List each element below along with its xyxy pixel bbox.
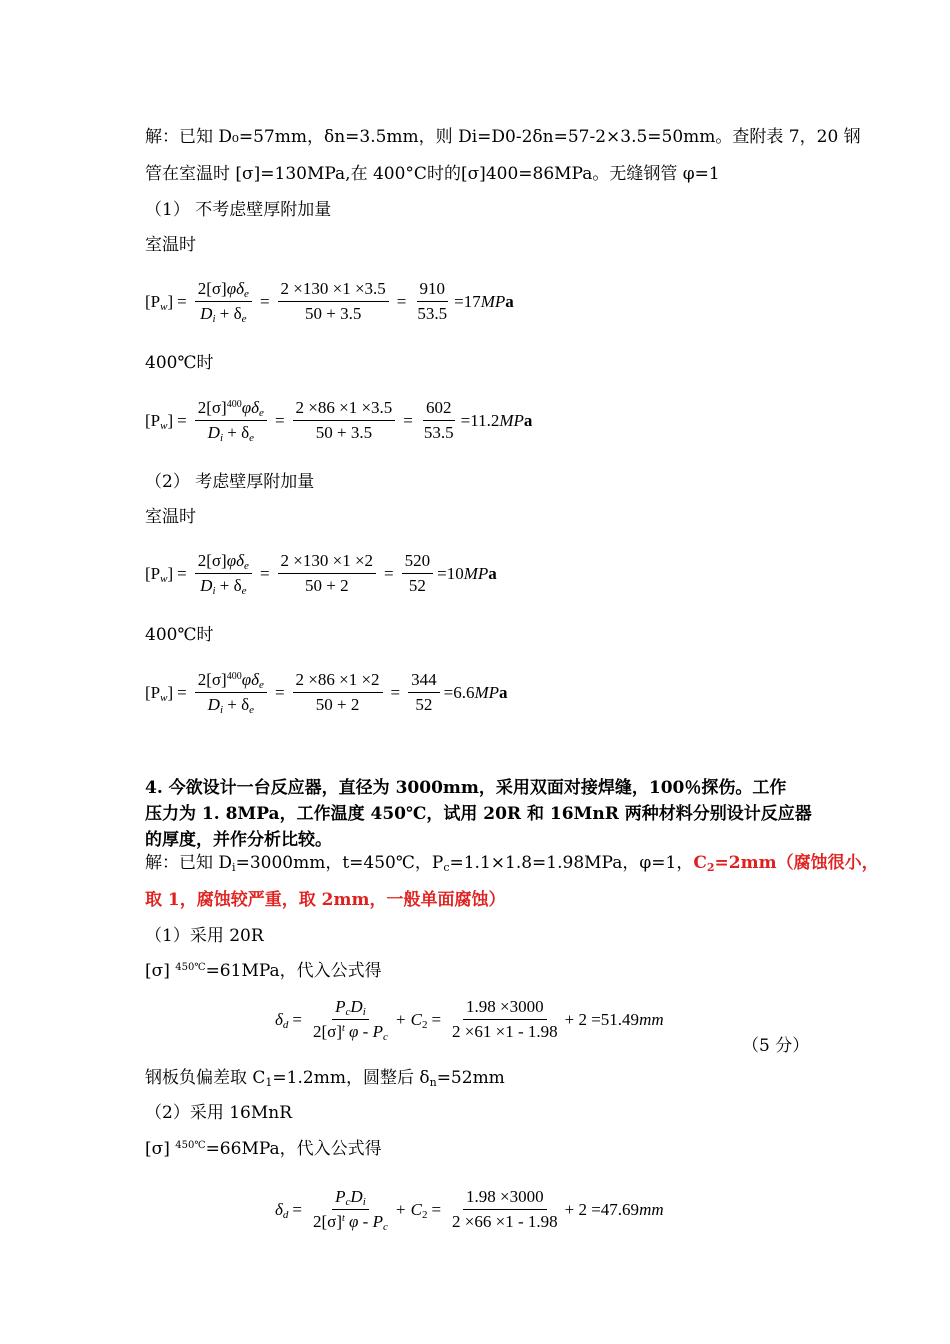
substituted-fraction: $\frac{2 \times 86 \times 1 \times 2}{50 + 2}$: [293, 669, 383, 716]
thickness-formula-fraction: $\frac{P_cD_i}{2[\sigma]^t \varphi - P_c}$: [313, 997, 388, 1043]
lhs: $[P_w]$: [145, 682, 174, 704]
substituted-fraction: $\frac{2 \times 130 \times 1 \times 2}{50 + 2}$: [278, 550, 377, 597]
substituted-fraction: $\frac{2 \times 86 \times 1 \times 3.5}{50 + 3.5}$: [293, 397, 396, 444]
room-temp-label-2: 室温时: [145, 507, 196, 527]
formula-fraction: $\frac{2[\sigma]^{400}\varphi\delta_e}{D_i + \delta_e}$: [195, 669, 267, 716]
tolerance-line: 钢板负偏差取 $C_1=1.2mm$，圆整后 $\delta_n=52mm$: [145, 1068, 505, 1089]
temp400-label-1: 400℃时: [145, 353, 214, 373]
thickness-equation-2: $\delta_d$ = $\frac{P_cD_i}{2[\sigma]^t \varphi - P_c}$ + $C_2$ = $\frac{1.98 \times 3000}{2 \times 66 \times 1 - 1.98}$ + 2 =47.69mm: [275, 1187, 664, 1233]
simplified-fraction: $\frac{602}{53.5}$: [423, 398, 454, 442]
equation-2: $[P_w]$ = $\frac{2[\sigma]^{400}\varphi\delta_e}{D_i + \delta_e}$ = $\frac{2 \times 86 \times 1 \times 3.5}{50 + 3.5}$ = $\frac{602}{53.5}$ =11.2MPa: [145, 398, 533, 444]
lhs: $[P_w]$: [145, 563, 174, 585]
room-temp-label-1: 室温时: [145, 235, 196, 255]
material1-heading: （1）采用 20R: [145, 926, 264, 946]
thickness-substituted-fraction: $\frac{1.98 \times 3000}{2 \times 66 \times 1 - 1.98}$: [452, 1187, 558, 1231]
case1-heading: （1） 不考虑壁厚附加量: [145, 200, 332, 220]
lhs: $[P_w]$: [145, 410, 174, 432]
problem4-solution-line: 解：已知 $D_i=3000mm$，t=450℃，$P_c=1.1\times 1.8=1.98MPa$，φ=1，$C_2=2mm$（腐蚀很小，: [145, 853, 879, 874]
material2-heading: （2）采用 16MnR: [145, 1103, 293, 1123]
thickness-equation-1: $\delta_d$ = $\frac{P_cD_i}{2[\sigma]^t \varphi - P_c}$ + $C_2$ = $\frac{1.98 \times 3000}{2 \times 61 \times 1 - 1.98}$ + 2 =51.49mm: [275, 997, 664, 1043]
formula-fraction: $\frac{2[\sigma]\varphi\delta_e}{D_i + \delta_e}$: [195, 550, 252, 597]
formula-fraction: $\frac{2[\sigma]\varphi\delta_e}{D_i + \delta_e}$: [195, 278, 252, 325]
intro-line-2: 管在室温时 [σ]=130MPa,在 400°C时的[σ]400=86MPa。无缝钢管 φ=1: [145, 164, 720, 184]
score-label: （5 分）: [742, 1036, 810, 1056]
corrosion-note-continued: 取 1，腐蚀较严重，取 2mm，一般单面腐蚀）: [145, 890, 506, 910]
formula-fraction: $\frac{2[\sigma]^{400}\varphi\delta_e}{D_i + \delta_e}$: [195, 397, 267, 444]
simplified-fraction: $\frac{520}{52}$: [402, 550, 434, 597]
equation-4: $[P_w]$ = $\frac{2[\sigma]^{400}\varphi\delta_e}{D_i + \delta_e}$ = $\frac{2 \times 86 \times 1 \times 2}{50 + 2}$ = $\frac{344}{52}$ =6.6MPa: [145, 670, 508, 716]
result: =6.6MPa: [443, 682, 508, 702]
thickness-formula-fraction: $\frac{P_cD_i}{2[\sigma]^t \varphi - P_c}$: [313, 1187, 388, 1233]
material1-stress: [σ] $^{450℃}$=61MPa，代入公式得: [145, 961, 382, 981]
result: =17MPa: [454, 291, 514, 311]
case2-heading: （2） 考虑壁厚附加量: [145, 472, 315, 492]
temp400-label-2: 400℃时: [145, 625, 214, 645]
intro-line-1: 解：已知 D₀=57mm，δn=3.5mm，则 Di=D0-2δn=57-2×3.5=50mm。查附表 7，20 钢: [145, 127, 861, 147]
problem4-line-3: 的厚度，并作分析比较。: [145, 830, 332, 850]
material2-stress: [σ] $^{450℃}$=66MPa，代入公式得: [145, 1139, 382, 1159]
result: =11.2MPa: [460, 410, 533, 430]
result: =10MPa: [437, 563, 497, 583]
equation-3: $[P_w]$ = $\frac{2[\sigma]\varphi\delta_e}{D_i + \delta_e}$ = $\frac{2 \times 130 \times 1 \times 2}{50 + 2}$ = $\frac{520}{52}$ =10MPa: [145, 551, 497, 597]
simplified-fraction: $\frac{910}{53.5}$: [417, 279, 448, 323]
problem4-line-2: 压力为 1. 8MPa，工作温度 450℃，试用 20R 和 16MnR 两种材料分别设计反应器: [145, 804, 812, 824]
substituted-fraction: $\frac{2 \times 130 \times 1 \times 3.5}{50 + 3.5}$: [278, 278, 389, 325]
simplified-fraction: $\frac{344}{52}$: [408, 669, 440, 716]
problem4-line-1: 4. 今欲设计一台反应器，直径为 3000mm，采用双面对接焊缝，100％探伤。工作: [145, 778, 787, 798]
lhs: $[P_w]$: [145, 291, 174, 313]
equation-1: $[P_w]$ = $\frac{2[\sigma]\varphi\delta_e}{D_i + \delta_e}$ = $\frac{2 \times 130 \times 1 \times 3.5}{50 + 3.5}$ = $\frac{910}{53.5}$ =17MPa: [145, 279, 514, 325]
corrosion-note: $C_2=2mm$（腐蚀很小，: [693, 853, 879, 874]
thickness-substituted-fraction: $\frac{1.98 \times 3000}{2 \times 61 \times 1 - 1.98}$: [452, 997, 558, 1041]
